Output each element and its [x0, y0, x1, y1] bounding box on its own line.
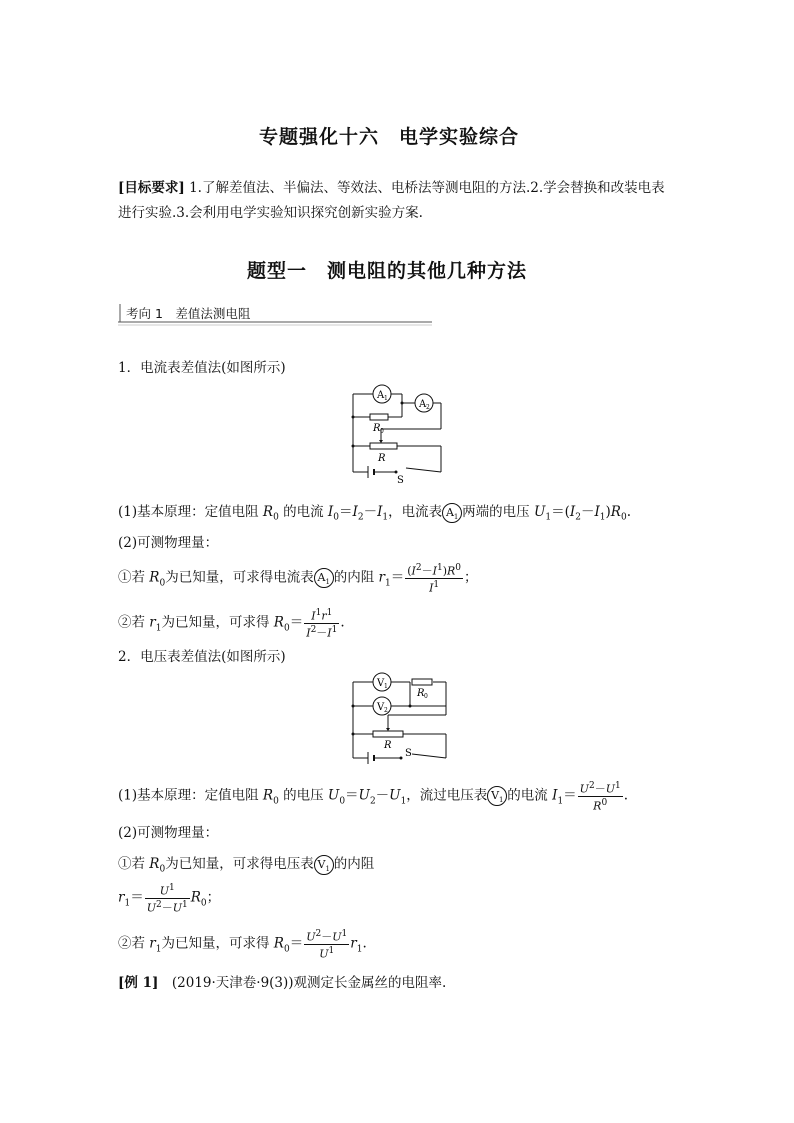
method2-case-1: ①若 $R_0$为已知量，可求得电压表 $V_1$ 的内阻	[118, 856, 375, 875]
svg-text:1: 1	[384, 395, 388, 402]
ammeter-difference-circuit	[340, 380, 450, 485]
goal-text-2: 进行实验.3.会利用电学实验知识探究创新实验方案.	[118, 205, 423, 221]
example-text: (2019·天津卷·9(3))观测定长金属丝的电阻率.	[171, 975, 447, 991]
method1-case-1: ①若 $R_0$为已知量，可求得电流表 $A_1$ 的内阻 $r_1=$ $\frac{(I^2-I^1)R^0}{I^1}$ ；	[118, 563, 478, 595]
method1-heading: 1．电流表差值法(如图所示)	[118, 360, 286, 376]
goal-line-1	[118, 176, 665, 196]
svg-text:0: 0	[380, 428, 384, 435]
method1-principle: (1)基本原理：定值电阻 $R_0$ 的电流 $I_0=I_2-I_1$，电流表 $A_1$ 两端的电压 $U_1=(I_2-I_1)R_0$.	[118, 504, 631, 523]
switch-icon	[395, 471, 398, 474]
resistor-r0-icon-2	[412, 679, 432, 685]
method1-measurable: (2)可测物理量：	[118, 535, 219, 551]
voltmeter-v1-inline-icon: $V_1$	[487, 786, 507, 806]
svg-text:A: A	[377, 390, 385, 401]
svg-text:0: 0	[424, 693, 428, 700]
method2-heading: 2．电压表差值法(如图所示)	[118, 649, 286, 665]
voltmeter-v1-inline-icon-2: $V_1$	[314, 855, 334, 875]
svg-text:A: A	[419, 399, 427, 410]
svg-text:V: V	[377, 678, 385, 689]
ammeter-a1-inline-icon: $A_1$	[442, 503, 462, 523]
direction-bar	[118, 304, 432, 324]
page-title: 专题强化十六 电学实验综合	[259, 126, 520, 148]
switch-icon-2	[400, 757, 403, 760]
svg-text:S: S	[405, 748, 412, 759]
svg-text:1: 1	[384, 683, 388, 690]
svg-text:V: V	[377, 702, 385, 713]
goal-tag: [目标要求]	[118, 180, 185, 196]
svg-text:2: 2	[384, 707, 388, 714]
ammeter-a1-inline-icon-2: $A_1$	[314, 568, 334, 588]
svg-text:R: R	[417, 688, 425, 699]
method1-case-2: ②若 $r_1$为已知量，可求得 $R_0=$ $\frac{I^1r^1}{I^2-I^1}$ .	[118, 608, 345, 640]
method2-measurable: (2)可测物理量：	[118, 825, 219, 841]
svg-text:S: S	[397, 475, 404, 485]
svg-text:2: 2	[426, 404, 430, 411]
method2-case-2: ②若 $r_1$为已知量，可求得 $R_0=$ $\frac{U^2-U^1}{U^1}$ $r_1$.	[118, 929, 367, 961]
rheostat-r-icon-2	[373, 731, 403, 737]
rheostat-r-icon	[370, 443, 397, 449]
goal-text-1: 1.了解差值法、半偏法、等效法、电桥法等测电阻的方法.2.学会替换和改装电表	[189, 180, 665, 196]
voltmeter-difference-circuit	[340, 670, 455, 770]
example-tag: [例 1]	[118, 975, 159, 991]
svg-text:R: R	[378, 453, 386, 464]
direction-label: 考向 1 差值法测电阻	[126, 306, 251, 321]
example-line	[118, 971, 446, 991]
svg-text:R: R	[373, 423, 381, 434]
method2-formula-r1: $r_1=$ $\frac{U^1}{U^2-U^1}$ $R_0$；	[118, 883, 221, 915]
method2-principle: (1)基本原理：定值电阻 $R_0$ 的电压 $U_0=U_2-U_1$，流过电压表 $V_1$ 的电流 $I_1=$ $\frac{U^2-U^1}{R^0}$ .	[118, 781, 628, 813]
svg-text:R: R	[384, 740, 392, 751]
section-heading: 题型一 测电阻的其他几种方法	[247, 260, 528, 282]
resistor-r0-icon	[370, 414, 388, 420]
